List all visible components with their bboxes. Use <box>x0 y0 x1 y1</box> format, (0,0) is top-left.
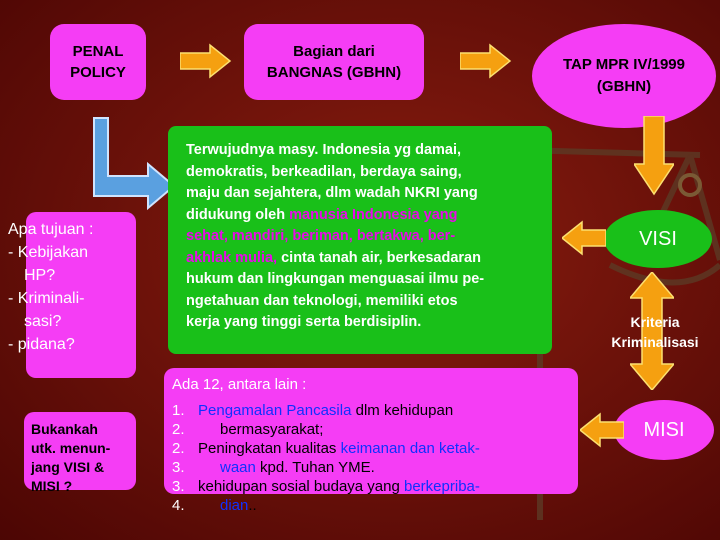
left-arrow-icon <box>562 220 606 256</box>
misi-number: 4. <box>172 497 185 514</box>
misi-highlight: waan <box>220 459 256 476</box>
misi-number: 3. <box>172 478 185 495</box>
visi-line <box>186 248 552 270</box>
bangnas-line1: Bagian dari <box>293 43 375 60</box>
bukankah-line: Bukankah <box>31 421 98 437</box>
tujuan-line: Apa tujuan : <box>8 221 94 238</box>
tujuan-questions-box <box>8 212 136 378</box>
misi-highlight: berkepriba- <box>404 478 480 495</box>
tujuan-line: sasi? <box>24 313 62 330</box>
misi-text: kpd. Tuhan YME. <box>255 459 375 476</box>
misi-item <box>198 496 480 515</box>
visi-line: hukum dan lingkungan menguasai ilmu pe- <box>186 271 485 287</box>
misi-item <box>198 477 480 496</box>
right-arrow-icon <box>180 43 232 79</box>
visi-line: demokratis, berkeadilan, berdaya saing, <box>186 163 462 180</box>
misi-highlight: keimanan dan ketak- <box>340 440 480 457</box>
misi-number: 1. <box>172 402 185 419</box>
misi-highlight: dian <box>220 497 249 514</box>
tap-mpr-line1: TAP MPR IV/1999 <box>563 56 685 73</box>
tujuan-line: - Kebijakan <box>8 244 89 261</box>
misi-number: 3. <box>172 459 185 476</box>
right-arrow-icon <box>460 43 512 79</box>
kriteria-line1: Kriteria <box>630 314 680 330</box>
visi-highlight: akhlak mulia, <box>186 249 278 266</box>
misi-highlight: Pengamalan Pancasila <box>198 402 352 419</box>
visi-text: didukung oleh <box>186 206 290 223</box>
down-right-arrow-icon <box>86 116 178 212</box>
visi-line: ngetahuan dan teknologi, memiliki etos <box>186 292 458 309</box>
visi-line: kerja yang tinggi serta berdisiplin. <box>186 314 422 330</box>
misi-number-column <box>172 401 198 515</box>
visi-line <box>186 205 552 227</box>
misi-text: dlm kehidupan <box>351 402 454 419</box>
penal-policy-line1: PENAL <box>72 43 124 60</box>
misi-item <box>198 401 480 420</box>
misi-description-box <box>164 368 578 514</box>
tujuan-line: - Kriminali- <box>8 290 85 307</box>
bukankah-line: MISI ? <box>31 478 73 494</box>
misi-number: 2. <box>172 421 185 438</box>
tap-mpr-line2: (GBHN) <box>596 78 652 95</box>
left-arrow-icon <box>580 412 624 448</box>
misi-heading: Ada 12, antara lain : <box>172 376 307 393</box>
bangnas-box <box>244 24 424 100</box>
bukankah-line: jang VISI & <box>31 459 105 475</box>
visi-highlight-line: sehat, mandiri, beriman, bertakwa, ber- <box>186 228 456 244</box>
misi-item-column <box>198 401 480 515</box>
visi-highlight: manusia Indonesia yang <box>289 206 458 223</box>
bangnas-line2: BANGNAS (GBHN) <box>266 64 402 81</box>
kriteria-line2: Kriminalisasi <box>611 334 699 350</box>
bukankah-box <box>24 412 136 494</box>
tujuan-line: - pidana? <box>8 336 75 353</box>
misi-item: bermasyarakat; <box>220 421 324 438</box>
visi-label: VISI <box>639 227 677 250</box>
tap-mpr-oval <box>532 24 716 128</box>
misi-number: 2. <box>172 440 185 457</box>
misi-text: .. <box>248 497 257 514</box>
penal-policy-box <box>50 24 146 100</box>
visi-text: cinta tanah air, berkesadaran <box>277 249 481 266</box>
visi-oval <box>604 210 712 268</box>
kriteria-label <box>594 312 716 356</box>
misi-text: kehidupan sosial budaya yang <box>198 478 404 495</box>
bukankah-line: utk. menun- <box>31 440 111 456</box>
tujuan-line: HP? <box>24 267 56 284</box>
misi-item <box>198 439 480 458</box>
misi-text: Peningkatan kualitas <box>198 440 341 457</box>
visi-description-box <box>168 126 552 354</box>
misi-label: MISI <box>643 418 685 441</box>
visi-line: Terwujudnya masy. Indonesia yg damai, <box>186 142 462 158</box>
down-arrow-icon <box>634 116 674 196</box>
misi-item <box>198 458 480 477</box>
visi-line: maju dan sejahtera, dlm wadah NKRI yang <box>186 185 478 201</box>
misi-oval <box>614 400 714 460</box>
penal-policy-line2: POLICY <box>70 64 126 81</box>
